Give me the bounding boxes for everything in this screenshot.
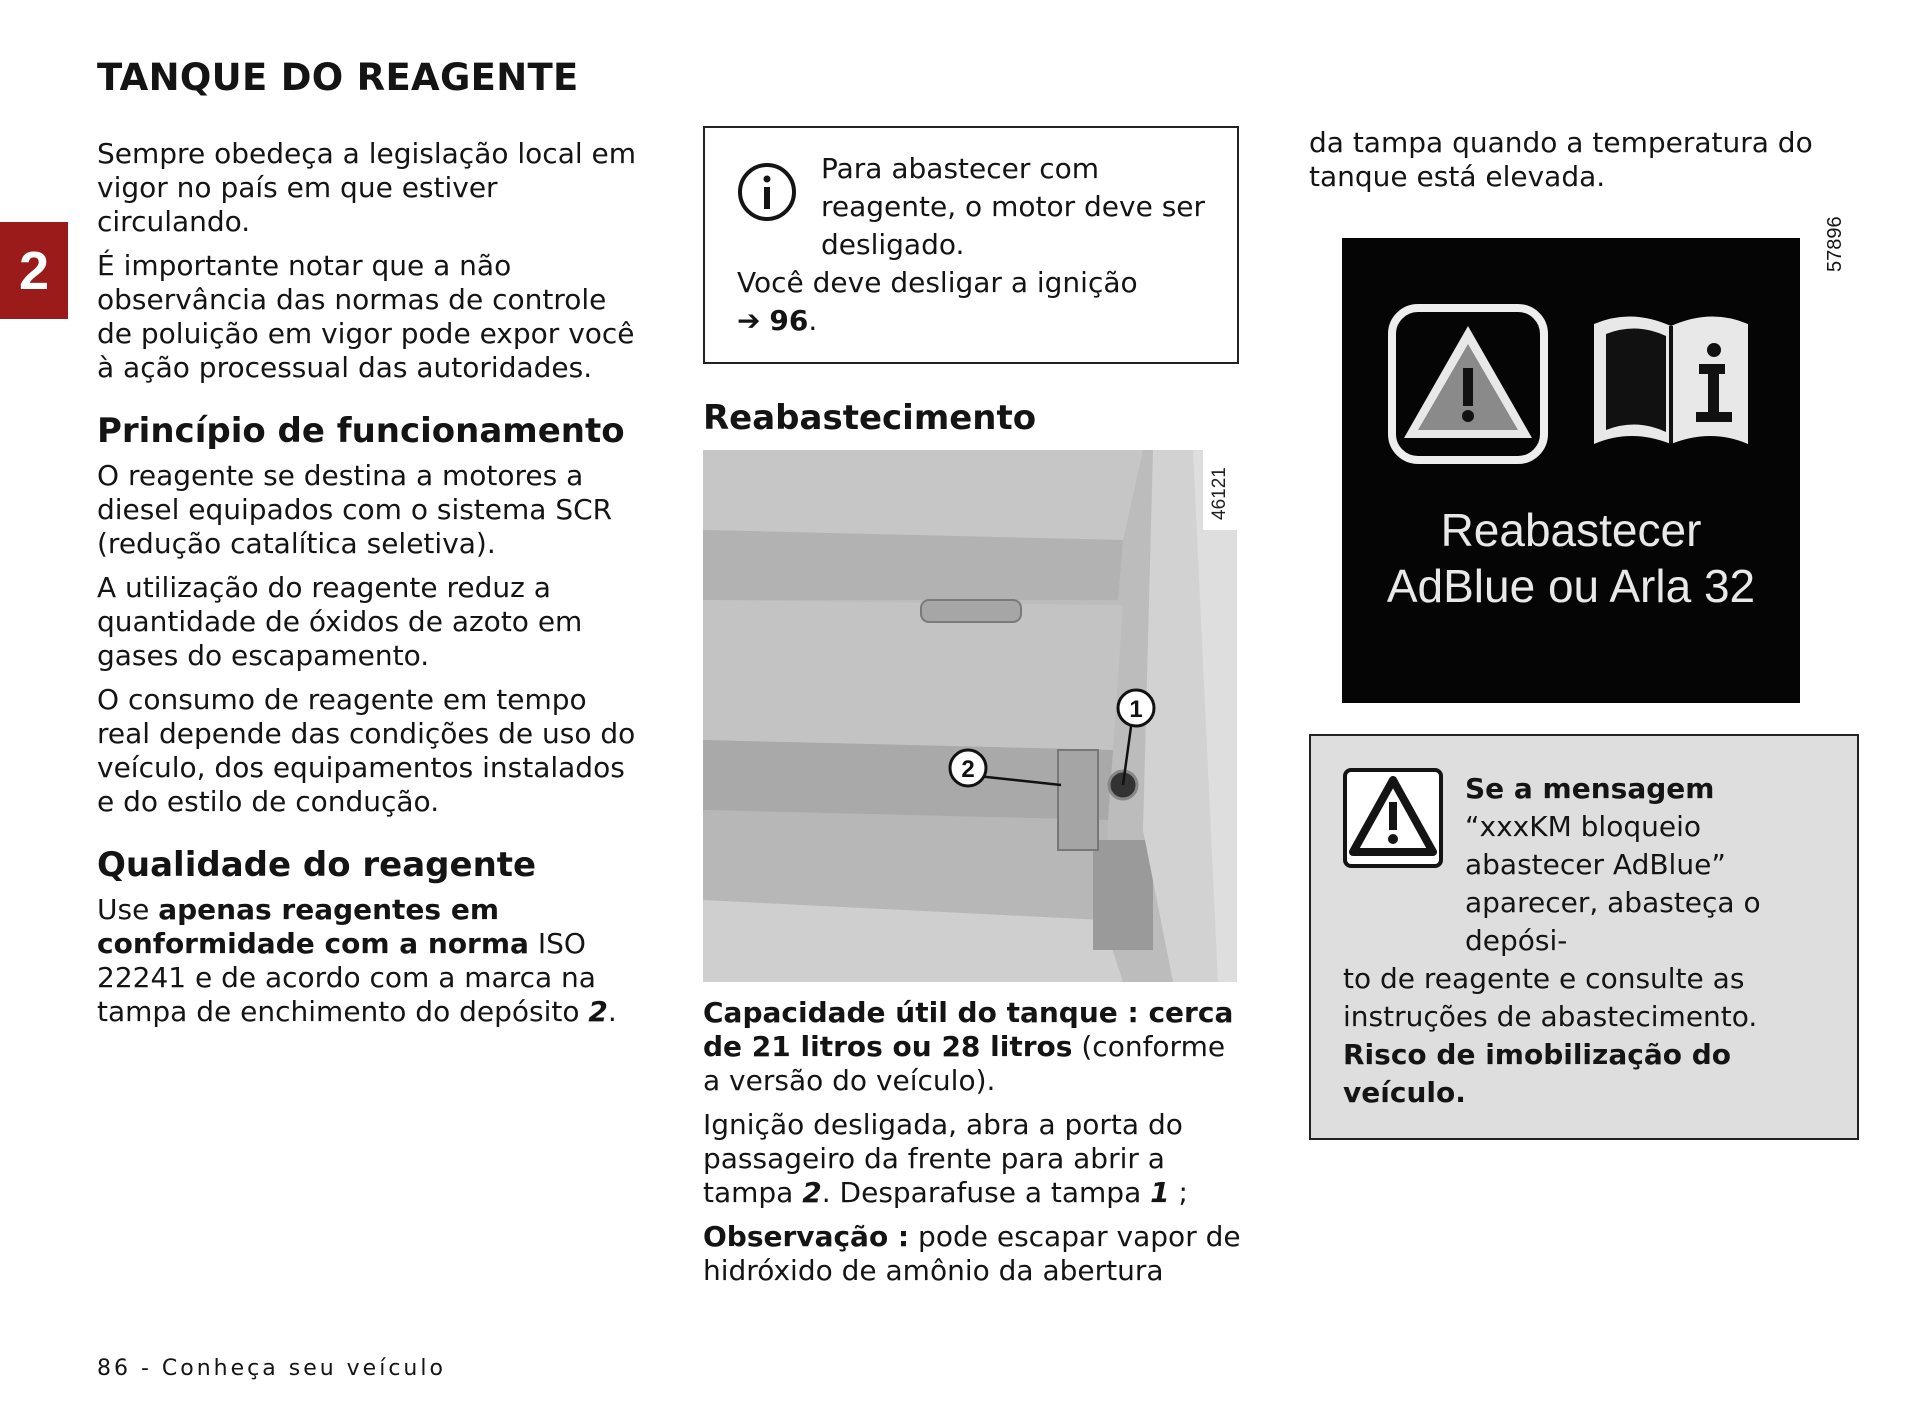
column-2	[703, 126, 1243, 1298]
photo-number: 46121	[1209, 467, 1230, 520]
column-3	[1309, 126, 1849, 1140]
screen-figure	[1342, 216, 1862, 718]
ignition-mid: . Desparafuse a tampa	[821, 1176, 1151, 1209]
dashboard-screen	[1342, 238, 1800, 703]
door-photo	[703, 450, 1237, 982]
chapter-tab: 2	[0, 222, 68, 319]
warning-triangle-icon	[1388, 304, 1548, 464]
ignition-paragraph	[703, 1108, 1243, 1210]
ignition-ref-1: 1	[1150, 1176, 1170, 1209]
capacity-rest: (conforme a versão do veículo).	[703, 1030, 1226, 1097]
principle-paragraph-3: O consumo de reagente em tempo real depende das condições de uso do veículo, dos equipamentos instalados e do estilo de condução.	[97, 683, 636, 818]
warning-head-text: “xxxKM bloqueio abastecer AdBlue” aparecer, abasteça o depósi-	[1465, 810, 1761, 957]
door-illustration	[703, 450, 1237, 982]
quality-pre: Use	[97, 893, 159, 926]
principle-paragraph-2: A utilização do reagente reduz a quantidade de óxidos de azoto em gases do escapamento.	[97, 571, 583, 672]
info-ref-arrow: ➔	[737, 304, 761, 337]
ignition-end: ;	[1169, 1176, 1188, 1209]
page-footer: 86 - Conheça seu veículo	[97, 1356, 446, 1381]
capacity-paragraph	[703, 996, 1243, 1098]
observation-bold: Observação :	[703, 1220, 910, 1253]
screen-line-1: Reabastecer	[1440, 504, 1702, 556]
info-ref-page: 96	[769, 304, 809, 337]
callout-1: 1	[1129, 696, 1143, 723]
manual-book-icon	[1586, 304, 1756, 454]
warning-risk-text: Risco de imobilização do veículo.	[1343, 1038, 1731, 1109]
warning-head	[1465, 770, 1823, 960]
info-bottom-text: Você deve desligar a ignição	[737, 266, 1138, 299]
ignition-pre: Ignição desligada, abra a porta do passageiro da frente para abrir a tampa	[703, 1108, 1183, 1209]
info-icon	[737, 162, 797, 222]
column-1	[97, 137, 647, 1039]
info-box	[703, 126, 1239, 364]
ignition-ref-2: 2	[802, 1176, 822, 1209]
observation-paragraph	[703, 1220, 1243, 1288]
continuation-paragraph: da tampa quando a temperatura do tanque está elevada.	[1309, 126, 1813, 193]
principle-paragraph-1: O reagente se destina a motores a diesel equipados com o sistema SCR (redução catalítica seletiva).	[97, 459, 613, 560]
heading-refuel: Reabastecimento	[703, 398, 1037, 438]
capacity-bold: Capacidade útil do tanque : cerca de 21 litros ou 28 litros	[703, 996, 1234, 1063]
figure-number-wrap	[1818, 208, 1844, 278]
screen-line-2: AdBlue ou Arla 32	[1386, 560, 1756, 612]
quality-ref: 2	[588, 995, 608, 1028]
heading-principle: Princípio de funcionamento	[97, 411, 625, 451]
intro-paragraph-2: É importante notar que a não observância das normas de controle de poluição em vigor pode expor você à ação processual das autoridades.	[97, 249, 635, 384]
warning-bold: Se a mensagem	[1465, 772, 1715, 805]
callout-2: 2	[961, 756, 975, 783]
intro-paragraph-1: Sempre obedeça a legislação local em vigor no país em que estiver circulando.	[97, 137, 637, 238]
page-title: TANQUE DO REAGENTE	[97, 56, 579, 99]
heading-quality: Qualidade do reagente	[97, 845, 537, 885]
warning-rest: to de reagente e consulte as instruções de abastecimento.	[1343, 962, 1758, 1033]
warning-icon	[1343, 768, 1443, 868]
warning-box	[1309, 734, 1859, 1140]
quality-paragraph	[97, 893, 647, 1029]
info-text: Para abastecer com reagente, o motor deve ser desligado.	[821, 152, 1206, 261]
observation-rest: pode escapar vapor de hidróxido de amônio da abertura	[703, 1220, 1241, 1287]
quality-mid: ISO 22241 e de acordo com a marca na tampa de enchimento do depósito	[97, 927, 596, 1028]
quality-bold: apenas reagentes em conformidade com a norma	[97, 893, 529, 960]
quality-end: .	[607, 995, 617, 1028]
figure-number: 57896	[1824, 216, 1846, 272]
info-ref-dot: .	[808, 304, 818, 337]
warning-risk	[1343, 1036, 1823, 1112]
info-bottom	[737, 264, 1207, 340]
